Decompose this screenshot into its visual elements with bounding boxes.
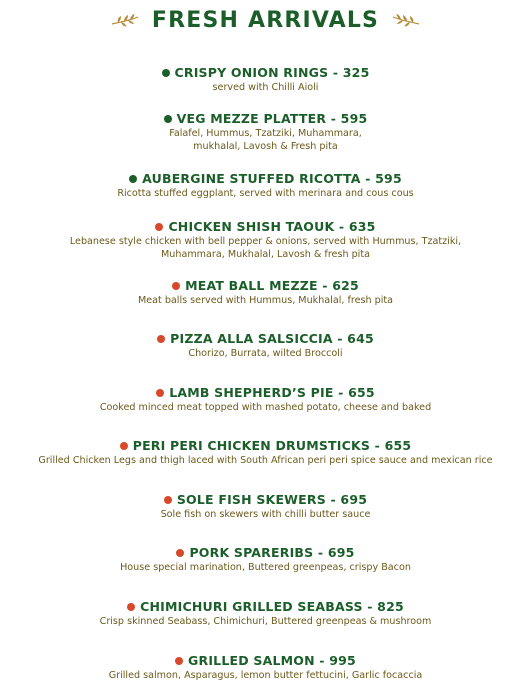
nonveg-indicator-icon [120,442,128,450]
menu-item-title [0,331,531,347]
menu-item-description: Chorizo, Burrata, wilted Broccoli [188,348,343,359]
menu-item-name: VEG MEZZE PLATTER - 595 [176,111,368,126]
menu-item-description: Grilled Chicken Legs and thigh laced with South African peri peri spice sauce and mexican rice [38,455,493,466]
menu-item-title [0,111,531,127]
menu-item-name: PORK SPARERIBS - 695 [189,545,355,560]
menu-item-description: Falafel, Hummus, Tzatziki, Muhammara, [169,128,362,139]
sprig-icon [391,10,421,30]
nonveg-indicator-icon [156,389,164,397]
nonveg-indicator-icon [155,223,163,231]
menu-item-description: Cooked minced meat topped with mashed potato, cheese and baked [99,402,432,413]
veg-indicator-icon [129,175,137,183]
menu-item [0,65,531,94]
veg-indicator-icon [162,69,170,77]
nonveg-indicator-icon [164,496,172,504]
menu-item-title [0,545,531,561]
menu-header [0,4,531,36]
menu-item [0,111,531,153]
nonveg-indicator-icon [157,335,165,343]
menu-item-title [0,65,531,81]
menu-item-name: LAMB SHEPHERD’S PIE - 655 [169,385,375,400]
menu-item [0,171,531,200]
menu-item-name: GRILLED SALMON - 995 [188,653,356,668]
menu-item [0,653,531,682]
menu-item-description: Crisp skinned Seabass, Chimichuri, Buttered greenpeas & mushroom [99,616,432,627]
menu-item-description: Ricotta stuffed eggplant, served with merinara and cous cous [117,188,414,199]
menu-item-name: CHIMICHURI GRILLED SEABASS - 825 [140,599,404,614]
menu-item-title [0,278,531,294]
nonveg-indicator-icon [176,549,184,557]
menu-item-description: Grilled salmon, Asparagus, lemon butter fettucini, Garlic focaccia [108,670,423,681]
menu-item-name: PERI PERI CHICKEN DRUMSTICKS - 655 [132,438,412,453]
menu-item-name: CRISPY ONION RINGS - 325 [174,65,370,80]
page-title: FRESH ARRIVALS [151,7,380,33]
menu-item-title [0,438,531,454]
menu-item-description: Muhammara, Mukhalal, Lavosh & fresh pita [161,249,370,260]
menu-item-description: Sole fish on skewers with chilli butter sauce [160,509,371,520]
menu-item-title [0,599,531,615]
menu-item [0,278,531,307]
menu-item-title [0,171,531,187]
menu-item-title [0,653,531,669]
menu-item [0,492,531,521]
menu-item-title [0,385,531,401]
menu-item-description: Lebanese style chicken with bell pepper & onions, served with Hummus, Tzatziki, [69,236,462,247]
nonveg-indicator-icon [172,282,180,290]
menu-item [0,599,531,628]
menu-item [0,385,531,414]
menu-item-description: served with Chilli Aioli [212,82,319,93]
menu-item-name: AUBERGINE STUFFED RICOTTA - 595 [142,171,402,186]
menu-item-name: PIZZA ALLA SALSICCIA - 645 [170,331,374,346]
nonveg-indicator-icon [175,657,183,665]
sprig-icon [110,10,140,30]
menu-item-name: CHICKEN SHISH TAOUK - 635 [168,219,376,234]
veg-indicator-icon [164,115,172,123]
menu-item [0,438,531,467]
menu-item-description: Meat balls served with Hummus, Mukhalal, fresh pita [137,295,394,306]
menu-item [0,545,531,574]
menu-item-description: mukhalal, Lavosh & Fresh pita [193,141,338,152]
menu-item-title [0,219,531,235]
menu-item-name: MEAT BALL MEZZE - 625 [185,278,359,293]
menu-item-title [0,492,531,508]
menu-item-description: House special marination, Buttered greenpeas, crispy Bacon [120,562,411,573]
nonveg-indicator-icon [127,603,135,611]
menu-item [0,331,531,360]
menu-item-name: SOLE FISH SKEWERS - 695 [176,492,368,507]
menu-item [0,219,531,261]
